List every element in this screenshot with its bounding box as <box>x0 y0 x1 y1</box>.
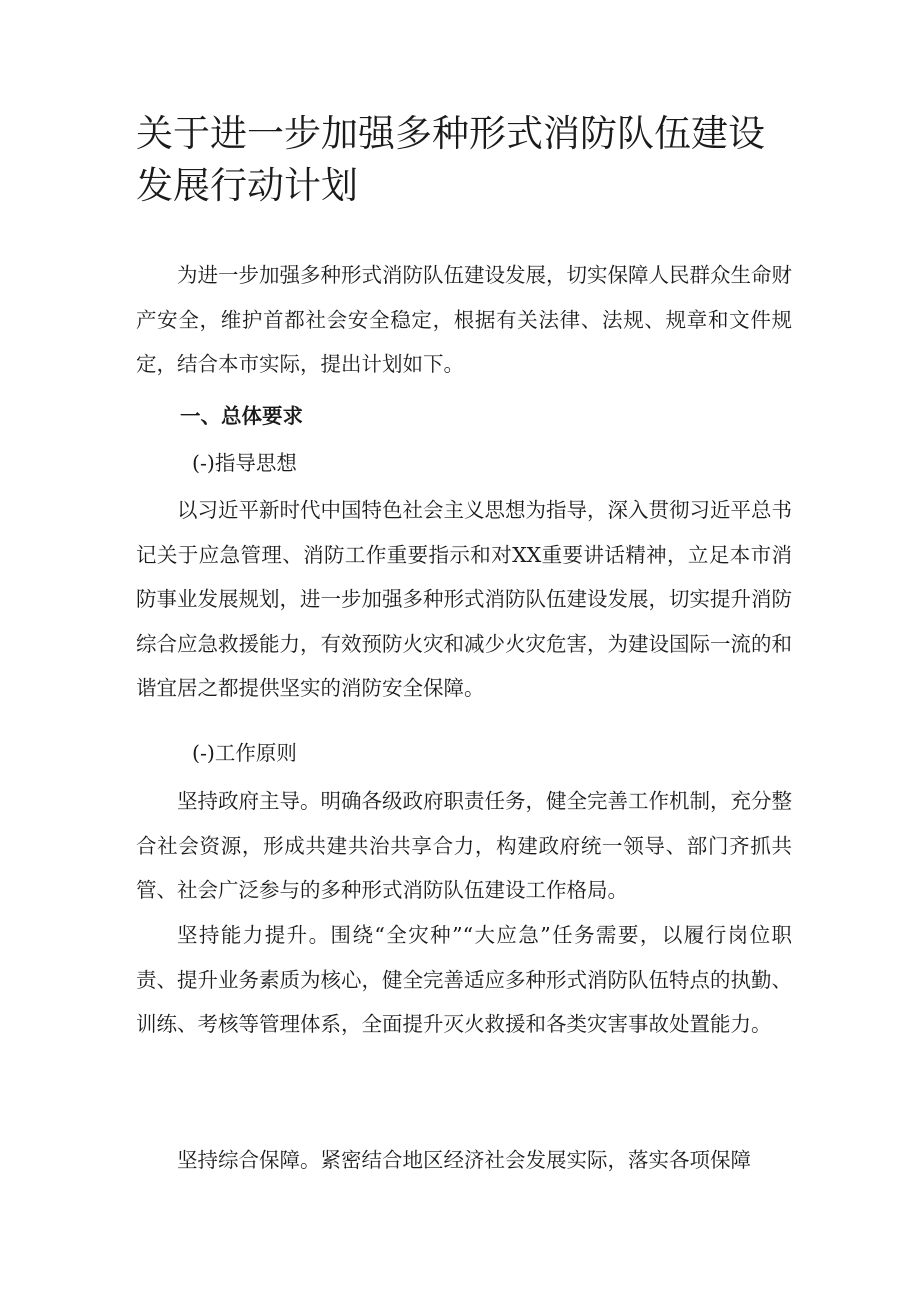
intro-paragraph: 为进一步加强多种形式消防队伍建设发展，切实保障人民群众生命财产安全，维护首都社会安全稳定，根据有关法律、法规、规章和文件规定，结合本市实际，提出计划如下。 <box>136 263 792 376</box>
principle-government-paragraph: 坚持政府主导。明确各级政府职责任务，健全完善工作机制，充分整合社会资源，形成共建共治共享合力，构建政府统一领导、部门齐抓共管、社会广泛参与的多种形式消防队伍建设工作格局。 <box>136 789 792 902</box>
subsection-heading-guiding-thought: (-)指导思想 <box>192 451 297 475</box>
guiding-thought-paragraph: 以习近平新时代中国特色社会主义思想为指导，深入贯彻习近平总书记关于应急管理、消防工作重要指示和对XX重要讲话精神，立足本市消防事业发展规划，进一步加强多种形式消防队伍建设发展，切实提升消防综合应急救援能力，有效预防火灾和减少火灾危害，为建设国际一流的和谐宜居之都提供坚实的消防安全保障。 <box>136 498 792 700</box>
principle-capability-paragraph: 坚持能力提升。围绕“全灾种”“大应急”任务需要，以履行岗位职责、提升业务素质为核心，健全完善适应多种形式消防队伍特点的执勤、训练、考核等管理体系，全面提升灭火救援和各类灾害事故处置能力。 <box>136 923 792 1036</box>
section-heading-general-requirements: 一、总体要求 <box>180 404 303 428</box>
principle-support-paragraph: 坚持综合保障。紧密结合地区经济社会发展实际，落实各项保障 <box>177 1148 751 1172</box>
subsection-heading-work-principles: (-)工作原则 <box>192 741 297 765</box>
document-title: 关于进一步加强多种形式消防队伍建设发展行动计划 <box>136 112 765 207</box>
